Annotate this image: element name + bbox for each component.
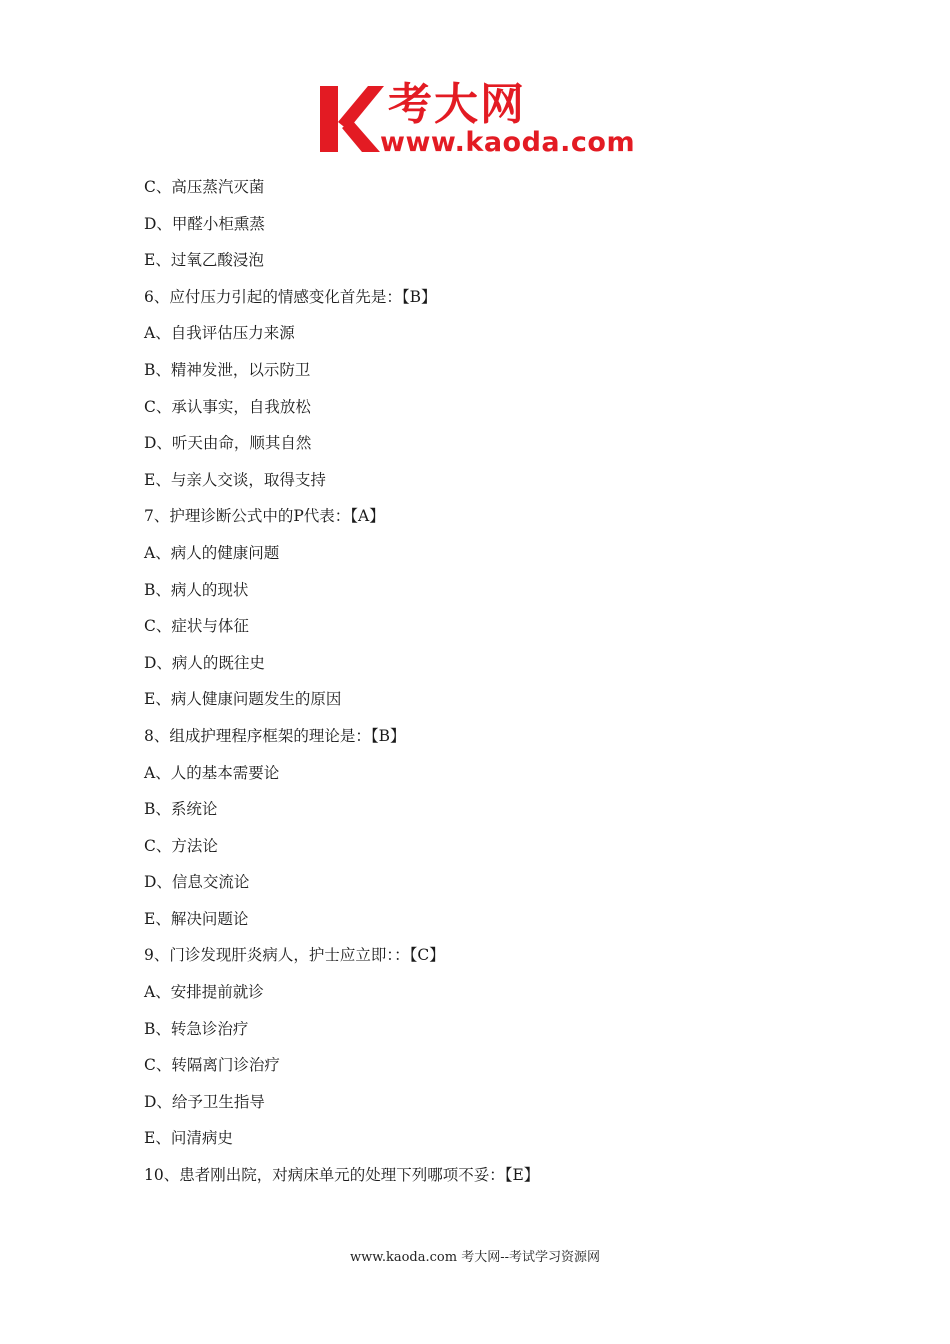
option-line: D、信息交流论 — [144, 873, 250, 892]
logo-url: www.kaoda.com — [380, 127, 636, 158]
question-line: 8、组成护理程序框架的理论是：【B】 — [144, 726, 406, 745]
option-line: E、问清病史 — [144, 1129, 233, 1148]
option-line: B、病人的现状 — [144, 580, 249, 599]
option-line: C、承认事实，自我放松 — [144, 397, 311, 416]
question-line: 7、护理诊断公式中的P代表：【A】 — [144, 507, 385, 526]
page-footer: www.kaoda.com 考大网--考试学习资源网 — [350, 1250, 600, 1265]
option-line: C、方法论 — [144, 836, 218, 855]
question-line: 6、应付压力引起的情感变化首先是：【B】 — [144, 287, 437, 306]
option-line: B、系统论 — [144, 800, 218, 819]
option-line: B、转急诊治疗 — [144, 1019, 249, 1038]
question-line: 10、患者刚出院，对病床单元的处理下列哪项不妥：【E】 — [144, 1166, 540, 1185]
option-line: C、症状与体征 — [144, 617, 249, 636]
option-line: D、听天由命，顺其自然 — [144, 434, 312, 453]
option-line: C、高压蒸汽灭菌 — [144, 178, 265, 196]
option-line: E、病人健康问题发生的原因 — [144, 690, 342, 709]
k-logo-icon — [318, 84, 384, 154]
option-line: D、甲醛小柜熏蒸 — [144, 214, 265, 233]
question-line: 9、门诊发现肝炎病人，护士应立即：：【C】 — [144, 946, 445, 965]
option-line: A、病人的健康问题 — [144, 543, 280, 562]
option-line: B、精神发泄，以示防卫 — [144, 360, 311, 379]
kaoda-logo — [318, 80, 638, 160]
option-line: E、过氧乙酸浸泡 — [144, 251, 264, 270]
option-line: D、病人的既往史 — [144, 653, 265, 672]
option-line: E、解决问题论 — [144, 909, 249, 928]
option-line: A、安排提前就诊 — [144, 983, 264, 1002]
option-line: A、人的基本需要论 — [144, 763, 280, 782]
option-line: E、与亲人交谈，取得支持 — [144, 470, 326, 489]
logo-chinese-name: 考大网 — [388, 79, 526, 130]
option-line: D、给予卫生指导 — [144, 1092, 265, 1111]
question-list — [144, 174, 844, 1199]
option-line: C、转隔离门诊治疗 — [144, 1056, 280, 1075]
option-line: A、自我评估压力来源 — [144, 324, 295, 343]
